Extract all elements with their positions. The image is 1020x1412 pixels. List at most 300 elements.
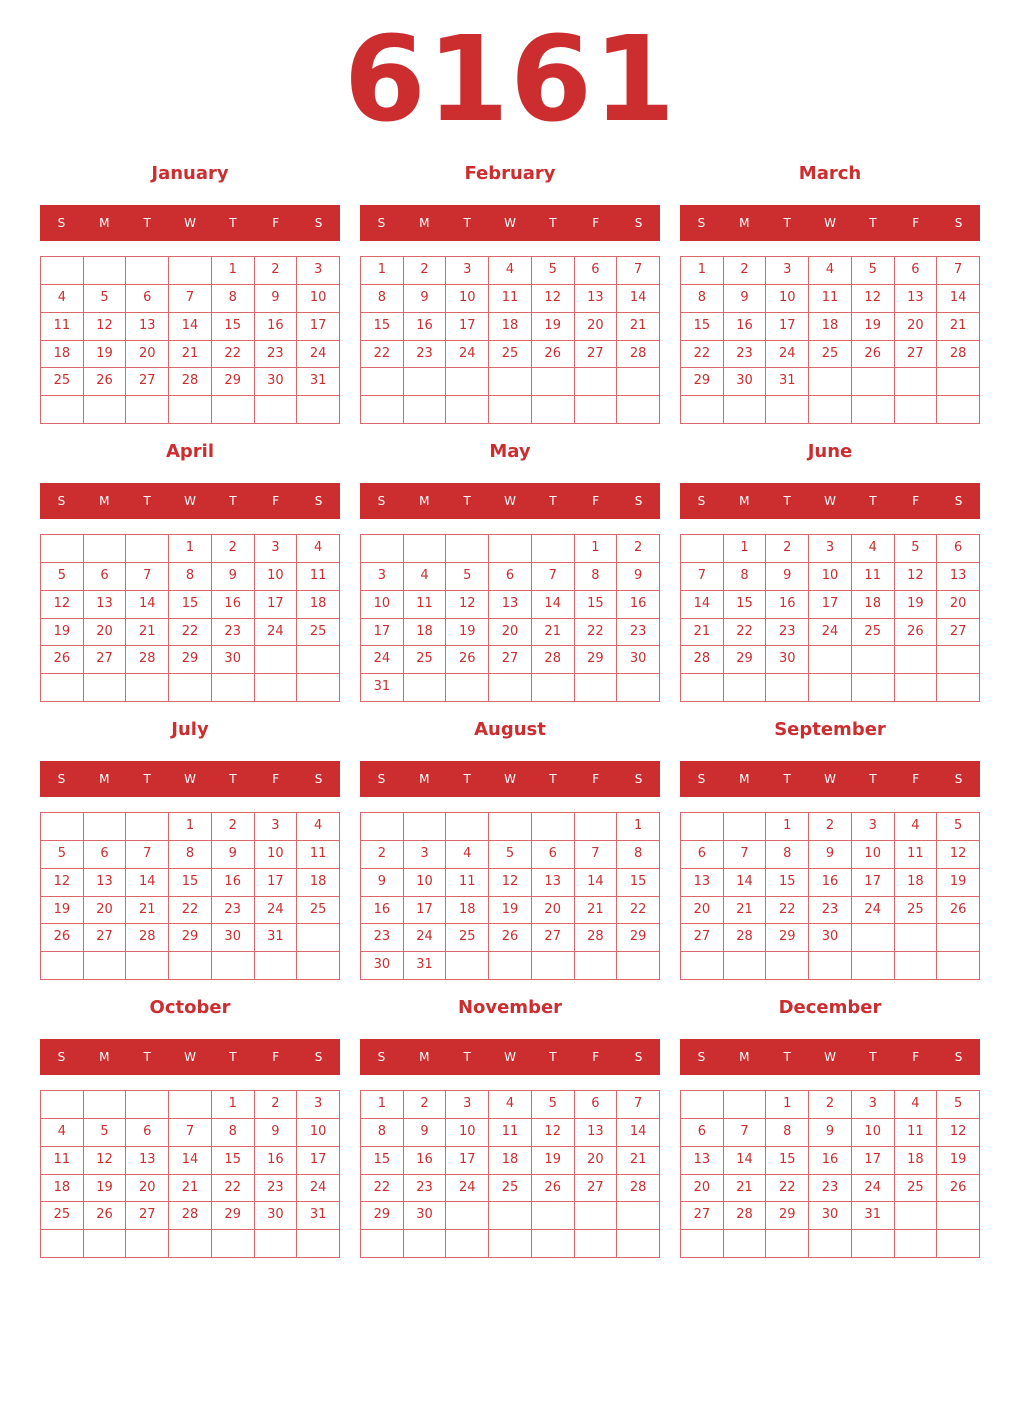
empty-cell — [126, 396, 169, 424]
day-cell: 10 — [446, 1119, 489, 1147]
day-cell: 30 — [809, 924, 852, 952]
day-cell: 8 — [766, 841, 809, 869]
day-cell: 14 — [169, 1147, 212, 1175]
empty-cell — [361, 1230, 404, 1258]
day-cell: 9 — [809, 841, 852, 869]
empty-cell — [255, 952, 298, 980]
weekday-label: F — [592, 216, 600, 230]
empty-cell — [809, 674, 852, 702]
empty-cell — [852, 368, 895, 396]
empty-cell — [446, 396, 489, 424]
day-cell: 29 — [766, 924, 809, 952]
weekday-header — [40, 205, 340, 241]
day-cell: 17 — [852, 1147, 895, 1175]
weekday-header — [360, 761, 660, 797]
day-grid — [680, 812, 980, 980]
day-cell: 7 — [575, 841, 618, 869]
empty-cell — [489, 1202, 532, 1230]
day-cell: 27 — [84, 924, 127, 952]
empty-cell — [489, 1230, 532, 1258]
day-cell: 28 — [126, 646, 169, 674]
weekday-label: W — [184, 772, 196, 786]
empty-cell — [446, 1230, 489, 1258]
day-cell: 11 — [852, 563, 895, 591]
day-cell: 13 — [681, 869, 724, 897]
day-cell: 10 — [361, 591, 404, 619]
day-cell: 24 — [361, 646, 404, 674]
day-cell: 11 — [446, 869, 489, 897]
empty-cell — [169, 257, 212, 285]
day-cell: 19 — [895, 591, 938, 619]
empty-cell — [724, 952, 767, 980]
empty-cell — [404, 1230, 447, 1258]
day-cell: 16 — [404, 313, 447, 341]
day-cell: 25 — [446, 924, 489, 952]
empty-cell — [84, 674, 127, 702]
weekday-label: M — [99, 216, 110, 230]
empty-cell — [575, 396, 618, 424]
empty-cell — [126, 1230, 169, 1258]
day-grid — [680, 534, 980, 702]
weekday-label: S — [954, 216, 963, 230]
day-cell: 5 — [489, 841, 532, 869]
day-cell: 8 — [361, 285, 404, 313]
day-cell: 28 — [937, 341, 980, 369]
empty-cell — [169, 1230, 212, 1258]
empty-cell — [404, 535, 447, 563]
day-cell: 4 — [41, 1119, 84, 1147]
weekday-label: T — [463, 494, 471, 508]
day-cell: 28 — [617, 341, 660, 369]
weekday-label: S — [314, 772, 323, 786]
day-cell: 23 — [809, 1175, 852, 1203]
day-cell: 20 — [126, 1175, 169, 1203]
day-cell: 16 — [255, 313, 298, 341]
weekday-label: M — [99, 494, 110, 508]
day-cell: 21 — [532, 619, 575, 647]
day-cell: 3 — [297, 1091, 340, 1119]
empty-cell — [766, 1230, 809, 1258]
empty-cell — [937, 674, 980, 702]
day-cell: 20 — [84, 897, 127, 925]
weekday-label: S — [697, 1050, 706, 1064]
weekday-label: F — [912, 494, 920, 508]
empty-cell — [489, 368, 532, 396]
day-cell: 28 — [681, 646, 724, 674]
day-cell: 7 — [126, 841, 169, 869]
day-cell: 24 — [404, 924, 447, 952]
day-cell: 31 — [766, 368, 809, 396]
weekday-label: T — [229, 772, 237, 786]
weekday-label: T — [869, 772, 877, 786]
day-cell: 12 — [937, 841, 980, 869]
day-cell: 26 — [446, 646, 489, 674]
empty-cell — [766, 396, 809, 424]
weekday-header — [40, 761, 340, 797]
day-cell: 27 — [575, 1175, 618, 1203]
empty-cell — [724, 674, 767, 702]
day-cell: 31 — [361, 674, 404, 702]
day-cell: 2 — [809, 1091, 852, 1119]
weekday-header — [360, 205, 660, 241]
empty-cell — [895, 396, 938, 424]
day-cell: 27 — [895, 341, 938, 369]
day-cell: 20 — [575, 313, 618, 341]
weekday-label: S — [954, 772, 963, 786]
day-cell: 7 — [532, 563, 575, 591]
weekday-label: F — [272, 216, 280, 230]
empty-cell — [895, 674, 938, 702]
empty-cell — [809, 396, 852, 424]
empty-cell — [84, 1230, 127, 1258]
day-cell: 23 — [212, 897, 255, 925]
day-cell: 29 — [575, 646, 618, 674]
day-cell: 15 — [212, 1147, 255, 1175]
weekday-label: T — [783, 494, 791, 508]
empty-cell — [852, 646, 895, 674]
day-cell: 14 — [532, 591, 575, 619]
day-cell: 12 — [895, 563, 938, 591]
day-cell: 30 — [766, 646, 809, 674]
empty-cell — [766, 952, 809, 980]
day-cell: 2 — [212, 813, 255, 841]
day-cell: 21 — [617, 1147, 660, 1175]
day-cell: 8 — [169, 841, 212, 869]
month-march — [680, 158, 980, 426]
day-cell: 22 — [617, 897, 660, 925]
day-cell: 20 — [937, 591, 980, 619]
day-cell: 12 — [84, 313, 127, 341]
empty-cell — [937, 924, 980, 952]
day-cell: 4 — [41, 285, 84, 313]
day-cell: 12 — [489, 869, 532, 897]
weekday-label: S — [377, 1050, 386, 1064]
month-november — [360, 992, 660, 1260]
month-name: December — [778, 997, 882, 1018]
weekday-label: F — [272, 1050, 280, 1064]
empty-cell — [446, 952, 489, 980]
day-cell: 23 — [404, 1175, 447, 1203]
day-cell: 6 — [489, 563, 532, 591]
day-cell: 21 — [617, 313, 660, 341]
day-cell: 18 — [489, 1147, 532, 1175]
day-cell: 7 — [169, 285, 212, 313]
day-grid — [40, 812, 340, 980]
weekday-label: W — [504, 1050, 516, 1064]
weekday-label: S — [314, 216, 323, 230]
day-cell: 2 — [255, 257, 298, 285]
day-cell: 15 — [617, 869, 660, 897]
month-october — [40, 992, 340, 1260]
weekday-label: M — [419, 216, 430, 230]
day-cell: 5 — [41, 563, 84, 591]
weekday-label: T — [549, 216, 557, 230]
weekday-label: W — [184, 216, 196, 230]
day-cell: 3 — [404, 841, 447, 869]
empty-cell — [724, 1091, 767, 1119]
day-cell: 8 — [212, 285, 255, 313]
day-cell: 25 — [895, 897, 938, 925]
empty-cell — [126, 813, 169, 841]
day-cell: 13 — [937, 563, 980, 591]
day-cell: 13 — [84, 591, 127, 619]
day-cell: 30 — [617, 646, 660, 674]
empty-cell — [84, 396, 127, 424]
day-cell: 3 — [255, 813, 298, 841]
day-cell: 5 — [937, 1091, 980, 1119]
day-cell: 29 — [766, 1202, 809, 1230]
day-cell: 19 — [41, 897, 84, 925]
empty-cell — [404, 396, 447, 424]
weekday-label: T — [143, 216, 151, 230]
empty-cell — [937, 1202, 980, 1230]
day-cell: 22 — [766, 897, 809, 925]
day-cell: 4 — [404, 563, 447, 591]
month-name: August — [474, 719, 546, 740]
empty-cell — [84, 952, 127, 980]
weekday-label: T — [143, 494, 151, 508]
day-cell: 10 — [852, 1119, 895, 1147]
day-cell: 26 — [532, 1175, 575, 1203]
empty-cell — [724, 1230, 767, 1258]
day-cell: 9 — [404, 1119, 447, 1147]
day-cell: 17 — [361, 619, 404, 647]
weekday-label: T — [549, 772, 557, 786]
day-cell: 8 — [575, 563, 618, 591]
weekday-header — [680, 761, 980, 797]
day-cell: 29 — [212, 368, 255, 396]
day-cell: 18 — [809, 313, 852, 341]
day-cell: 5 — [937, 813, 980, 841]
day-cell: 25 — [404, 646, 447, 674]
empty-cell — [361, 396, 404, 424]
day-cell: 2 — [766, 535, 809, 563]
day-cell: 28 — [532, 646, 575, 674]
day-cell: 13 — [895, 285, 938, 313]
day-cell: 1 — [766, 1091, 809, 1119]
month-july — [40, 714, 340, 982]
day-cell: 3 — [446, 257, 489, 285]
weekday-label: S — [314, 494, 323, 508]
day-cell: 19 — [532, 313, 575, 341]
day-cell: 7 — [617, 257, 660, 285]
day-cell: 3 — [446, 1091, 489, 1119]
empty-cell — [809, 368, 852, 396]
day-cell: 26 — [895, 619, 938, 647]
day-grid — [360, 812, 660, 980]
weekday-label: T — [549, 494, 557, 508]
weekday-label: T — [143, 772, 151, 786]
day-cell: 23 — [617, 619, 660, 647]
day-cell: 5 — [532, 1091, 575, 1119]
day-cell: 14 — [575, 869, 618, 897]
month-name: September — [774, 719, 886, 740]
empty-cell — [169, 1091, 212, 1119]
day-cell: 14 — [617, 1119, 660, 1147]
weekday-label: W — [824, 494, 836, 508]
empty-cell — [575, 674, 618, 702]
day-cell: 26 — [852, 341, 895, 369]
weekday-header — [680, 205, 980, 241]
day-cell: 10 — [766, 285, 809, 313]
day-cell: 18 — [297, 591, 340, 619]
day-cell: 23 — [212, 619, 255, 647]
empty-cell — [255, 396, 298, 424]
day-cell: 7 — [681, 563, 724, 591]
empty-cell — [532, 368, 575, 396]
weekday-label: T — [549, 1050, 557, 1064]
empty-cell — [255, 674, 298, 702]
day-cell: 10 — [255, 841, 298, 869]
day-cell: 6 — [84, 563, 127, 591]
day-cell: 18 — [297, 869, 340, 897]
day-cell: 23 — [255, 341, 298, 369]
day-cell: 21 — [724, 1175, 767, 1203]
empty-cell — [297, 952, 340, 980]
day-cell: 5 — [532, 257, 575, 285]
day-cell: 6 — [937, 535, 980, 563]
day-cell: 28 — [724, 1202, 767, 1230]
weekday-label: S — [377, 494, 386, 508]
day-cell: 27 — [126, 1202, 169, 1230]
weekday-label: T — [463, 1050, 471, 1064]
weekday-header — [360, 1039, 660, 1075]
empty-cell — [852, 396, 895, 424]
day-cell: 6 — [126, 1119, 169, 1147]
day-cell: 28 — [169, 368, 212, 396]
day-cell: 7 — [937, 257, 980, 285]
day-cell: 13 — [84, 869, 127, 897]
day-cell: 17 — [446, 313, 489, 341]
empty-cell — [41, 396, 84, 424]
empty-cell — [126, 535, 169, 563]
empty-cell — [84, 257, 127, 285]
day-cell: 11 — [41, 313, 84, 341]
day-cell: 24 — [446, 1175, 489, 1203]
day-cell: 6 — [575, 1091, 618, 1119]
day-cell: 22 — [169, 619, 212, 647]
empty-cell — [681, 1091, 724, 1119]
empty-cell — [895, 646, 938, 674]
day-cell: 25 — [297, 897, 340, 925]
month-april — [40, 436, 340, 704]
day-cell: 29 — [361, 1202, 404, 1230]
day-cell: 24 — [766, 341, 809, 369]
day-cell: 27 — [489, 646, 532, 674]
day-cell: 2 — [724, 257, 767, 285]
empty-cell — [681, 396, 724, 424]
month-december — [680, 992, 980, 1260]
day-cell: 23 — [766, 619, 809, 647]
day-cell: 3 — [297, 257, 340, 285]
day-cell: 4 — [297, 535, 340, 563]
day-cell: 11 — [404, 591, 447, 619]
day-cell: 22 — [681, 341, 724, 369]
day-cell: 13 — [126, 1147, 169, 1175]
day-cell: 15 — [724, 591, 767, 619]
day-cell: 6 — [126, 285, 169, 313]
day-cell: 12 — [852, 285, 895, 313]
day-cell: 24 — [809, 619, 852, 647]
day-cell: 24 — [852, 897, 895, 925]
day-cell: 19 — [446, 619, 489, 647]
empty-cell — [41, 813, 84, 841]
day-cell: 28 — [169, 1202, 212, 1230]
day-cell: 28 — [724, 924, 767, 952]
day-cell: 22 — [575, 619, 618, 647]
day-cell: 8 — [169, 563, 212, 591]
empty-cell — [255, 1230, 298, 1258]
day-cell: 24 — [852, 1175, 895, 1203]
empty-cell — [852, 952, 895, 980]
empty-cell — [41, 674, 84, 702]
weekday-label: M — [739, 494, 750, 508]
day-cell: 20 — [84, 619, 127, 647]
empty-cell — [84, 535, 127, 563]
day-cell: 12 — [937, 1119, 980, 1147]
empty-cell — [937, 1230, 980, 1258]
day-cell: 22 — [212, 1175, 255, 1203]
weekday-label: W — [824, 216, 836, 230]
day-cell: 14 — [617, 285, 660, 313]
day-cell: 1 — [681, 257, 724, 285]
weekday-label: F — [592, 772, 600, 786]
weekday-label: F — [912, 772, 920, 786]
day-cell: 7 — [724, 1119, 767, 1147]
empty-cell — [489, 813, 532, 841]
day-cell: 8 — [361, 1119, 404, 1147]
day-cell: 5 — [41, 841, 84, 869]
empty-cell — [681, 1230, 724, 1258]
empty-cell — [84, 813, 127, 841]
empty-cell — [895, 952, 938, 980]
day-cell: 9 — [724, 285, 767, 313]
empty-cell — [937, 396, 980, 424]
day-cell: 5 — [84, 1119, 127, 1147]
month-name: May — [489, 441, 531, 462]
day-cell: 22 — [361, 341, 404, 369]
day-grid — [680, 256, 980, 424]
weekday-label: S — [57, 216, 66, 230]
empty-cell — [895, 1230, 938, 1258]
weekday-label: T — [229, 1050, 237, 1064]
day-cell: 1 — [575, 535, 618, 563]
day-cell: 22 — [361, 1175, 404, 1203]
weekday-header — [40, 483, 340, 519]
day-cell: 28 — [617, 1175, 660, 1203]
day-cell: 9 — [255, 285, 298, 313]
weekday-label: M — [419, 772, 430, 786]
day-cell: 14 — [169, 313, 212, 341]
empty-cell — [255, 646, 298, 674]
day-cell: 9 — [809, 1119, 852, 1147]
day-cell: 17 — [852, 869, 895, 897]
day-cell: 30 — [404, 1202, 447, 1230]
day-cell: 27 — [681, 924, 724, 952]
day-cell: 16 — [809, 869, 852, 897]
day-cell: 23 — [724, 341, 767, 369]
day-cell: 18 — [489, 313, 532, 341]
month-august — [360, 714, 660, 982]
month-may — [360, 436, 660, 704]
day-cell: 1 — [724, 535, 767, 563]
day-cell: 9 — [766, 563, 809, 591]
day-cell: 13 — [126, 313, 169, 341]
day-cell: 12 — [532, 1119, 575, 1147]
day-cell: 18 — [852, 591, 895, 619]
day-cell: 2 — [255, 1091, 298, 1119]
day-cell: 17 — [766, 313, 809, 341]
